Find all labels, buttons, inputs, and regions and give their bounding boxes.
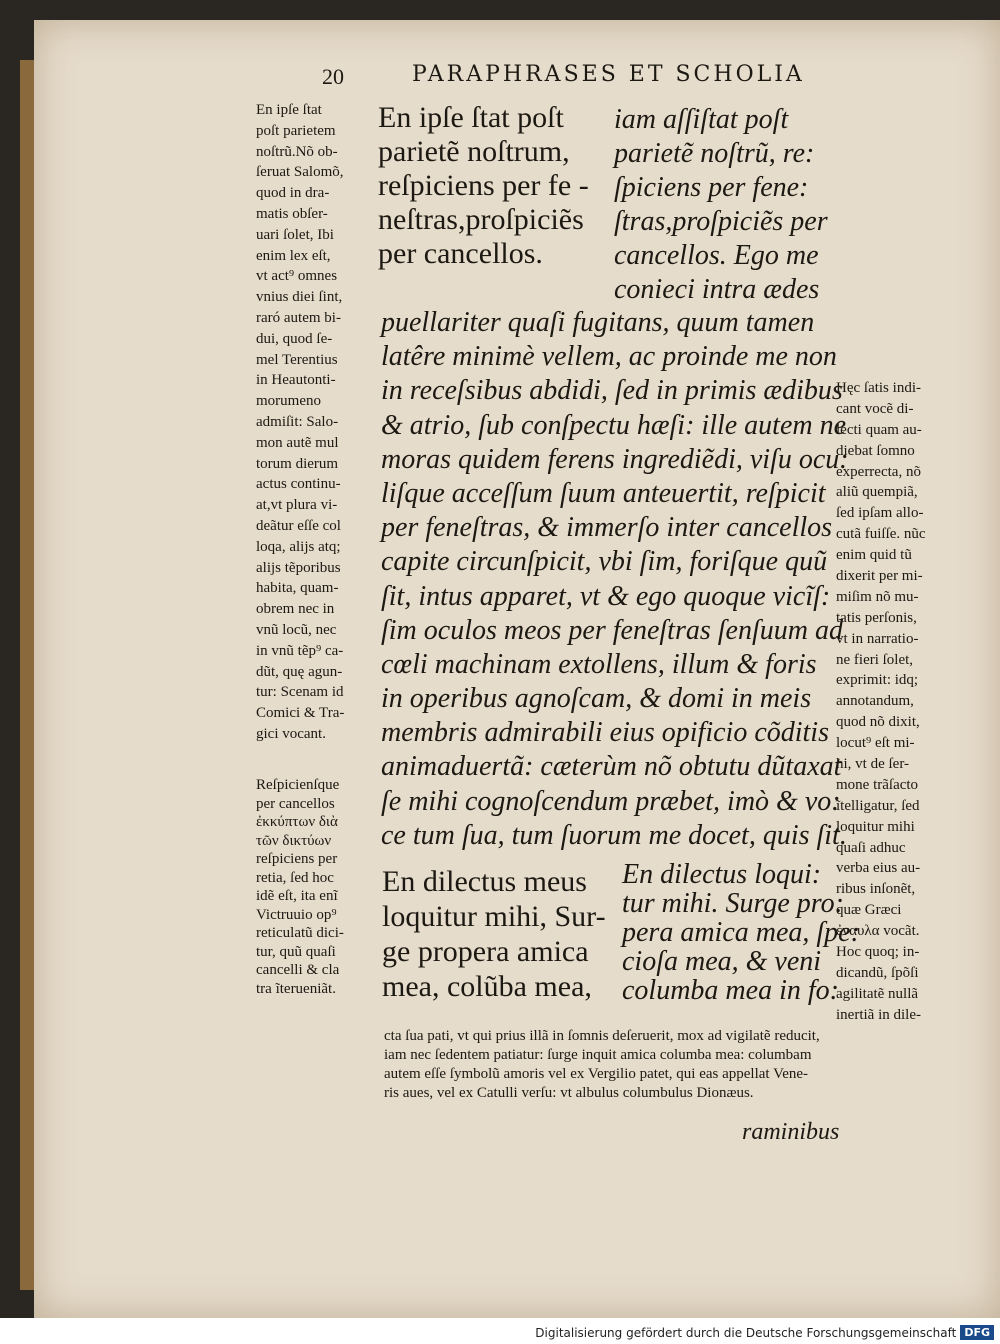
footer-text: Digitalisierung gefördert durch die Deutsche Forschungsgemeinschaft [535,1325,957,1340]
gloss-line: En ipſe ſtat [256,102,322,118]
gloss-line: Hęc ſatis indi- [836,380,921,396]
gloss-line: hi, vt de ſer- [836,756,910,773]
footer [535,1325,994,1340]
gloss-line: admiſit: Salo- [256,413,339,430]
gloss-line: mel Terentius [256,351,338,368]
paraphrase-line: & atrio, ſub conſpectu hæſi: ille autem ne [381,409,847,441]
gloss-line: experrecta, nõ [836,463,921,480]
paraphrase-line: ce tum ſua, tum ſuorum me docet, quis ſit. [381,819,847,851]
gloss-line: aliũ quempiã, [836,484,918,501]
note-line: iam nec ſedentem patiatur: ſurge inquit amica columba mea: columbam [384,1047,812,1063]
gloss-line: noſtrũ.Nõ ob- [256,143,338,160]
gloss-line: cancelli & cla [256,962,340,978]
paraphrase-block-1 [614,103,828,307]
gloss-line: quod nõ dixit, [836,714,920,731]
gloss-line: enim lex eſt, [256,247,331,264]
paraphrase-line: tur mihi. Surge pro: [622,888,844,919]
paraphrase-line: ſpiciens per fene: [614,172,809,203]
gloss-line: dicandũ, ſpõſi [836,964,919,981]
gloss-line: reſpiciens per [256,851,338,867]
paraphrase-line: in operibus agnoſcam, & domi in meis [381,683,812,715]
gloss-line: torum dierum [256,455,339,472]
biblical-text-block-1 [378,100,589,270]
text-line: reſpiciens per fe - [378,169,589,202]
paraphrase-line: per feneſtras, & immerſo inter cancellos [381,512,833,544]
gloss-line: Hoc quoq; in- [836,944,920,961]
gloss-line: ribus inſonẽt, [836,881,916,898]
paraphrase-line: membris admirabili eius opificio cõditis [381,717,829,749]
gloss-line: quæ Græci [836,902,902,919]
gloss-line: vt in narratio- [836,630,919,647]
gloss-line: reticulatũ dici- [256,925,344,941]
paraphrase-line: animaduertã: cæterùm nõ obtutu dũtaxat [381,751,842,783]
gloss-line: Comici & Tra- [256,705,345,722]
running-title: PARAPHRASES ET SCHOLIA [412,62,805,87]
paraphrase-line: cœli machinam extollens, illum & foris [381,648,817,680]
gloss-line: ſed ipſam allo- [836,505,924,522]
gloss-line: quaſi adhuc [836,839,906,856]
gloss-line: miſim nõ mu- [836,588,919,605]
gloss-line: mon autẽ mul [256,434,339,451]
text-line: neſtras,proſpiciẽs [378,203,584,236]
paraphrase-line: cioſa mea, & veni [622,946,822,977]
gloss-line: lecti quam au- [836,421,922,438]
paraphrase-line: parietẽ noſtrũ, re: [614,138,815,169]
gloss-line: ἐκκύπτων διὰ [256,814,338,830]
gloss-line: ne fieri ſolet, [836,651,914,668]
gloss-line: tur: Scenam id [256,684,344,701]
gloss-line: quod in dra- [256,185,330,202]
gloss-line: ἐναυλα vocãt. [836,923,920,940]
left-gloss-block-2 [256,776,344,998]
gloss-line: τῶν δικτύων [256,832,332,849]
gloss-line: verba eius au- [836,860,921,877]
gloss-line: vnius diei ſint, [256,289,343,306]
page-number: 20 [322,64,344,89]
gloss-line: agilitatẽ nullã [836,985,919,1002]
paraphrase-line: pera amica mea, ſpe: [622,917,860,948]
gloss-line: at,vt plura vi- [256,497,338,514]
gloss-line: dũt, quę agun- [256,663,343,680]
gloss-line: cutã fuiſſe. nũc [836,526,926,543]
gloss-line: inertiã in dile- [836,1006,921,1023]
paraphrase-line: ſim oculos meos per feneſtras ſenſuum ad [381,614,843,646]
catchword: raminibus [742,1119,840,1145]
paraphrase-line: liſque acceſſum ſuum anteuertit, reſpicit [381,477,826,509]
gloss-line: in vnũ tẽp⁹ ca- [256,642,344,659]
bottom-note [384,1027,820,1103]
gloss-line: ſeruat Salomõ, [256,164,344,181]
paraphrase-line: columba mea in fo: [622,975,839,1006]
gloss-line: obrem nec in [256,601,335,618]
gloss-line: locut⁹ eſt mi- [836,735,915,752]
gloss-line: uari ſolet, Ibi [256,226,334,243]
gloss-line: habita, quam- [256,580,339,597]
gloss-line: diebat ſomno [836,442,915,459]
gloss-line: matis obſer- [256,205,328,222]
gloss-line: alijs tẽporibus [256,559,341,576]
paraphrase-line: moras quidem ferens ingrediẽdi, viſu ocu: [381,443,849,475]
left-gloss-block-1 [256,101,344,746]
gloss-line: loquitur mihi [836,818,915,835]
note-line: cta ſua pati, vt qui prius illã in ſomnis deſeruerit, mox ad vigilatẽ reducit, [384,1028,820,1044]
gloss-line: enim quid tũ [836,547,912,564]
gloss-line: Reſpicienſque [256,777,340,793]
paraphrase-line: latêre minimè vellem, ac proinde me non [381,341,837,373]
text-line: En dilectus meus [382,865,587,898]
gloss-line: loqa, alijs atq; [256,538,341,555]
paraphrase-block-2 [622,858,860,1006]
dfg-logo: DFG [960,1325,994,1340]
gloss-line: deãtur eſſe col [256,517,341,534]
gloss-line: vt act⁹ omnes [256,268,338,285]
paraphrase-line: capite circunſpicit, vbi ſim, foriſque quũ [381,546,828,578]
gloss-line: morumeno [256,393,321,410]
gloss-line: Victruuio op⁹ [256,906,337,923]
text-line: per cancellos. [378,237,543,270]
gloss-line: dixerit per mi- [836,568,923,585]
gloss-line: vnũ locũ, nec [256,621,337,638]
gloss-line: in Heautonti- [256,372,336,389]
paraphrase-line: En dilectus loqui: [622,859,822,890]
note-line: ris aues, vel ex Catulli verſu: vt albulus columbulus Dionæus. [384,1085,754,1101]
paraphrase-line: iam aſſiſtat poſt [614,104,789,135]
paraphrase-line: in receſsibus abdidi, ſed in primis ædibus [381,375,843,407]
gloss-line: idẽ eſt, ita enĩ [256,888,338,904]
paraphrase-line: conieci intra ædes [614,274,820,305]
note-line: autem eſſe ſymbolũ amoris vel ex Vergilio patet, qui eas appellat Vene- [384,1066,809,1082]
page-edge [20,60,34,1290]
paraphrase-line: puellariter quaſi fugitans, quum tamen [381,307,815,338]
gloss-line: annotandum, [836,693,914,710]
paraphrase-line: ſtras,proſpiciẽs per [614,206,828,237]
paraphrase-line: ſe mihi cognoſcendum præbet, imò & vo: [381,785,841,817]
gloss-line: mone trãſacto [836,776,919,793]
gloss-line: ĩtelligatur, ſed [836,797,920,814]
gloss-line: cant vocẽ di- [836,400,914,417]
biblical-text-block-2 [382,864,606,1004]
text-line: ge propera amica [382,935,589,968]
paraphrase-main [381,306,849,853]
gloss-line: tatis perſonis, [836,609,917,626]
gloss-line: actus continu- [256,476,341,493]
gloss-line: per cancellos [256,795,335,812]
paraphrase-line: cancellos. Ego me [614,240,819,271]
text-line: En ipſe ſtat poſt [378,101,564,134]
gloss-line: exprimit: idq; [836,672,919,689]
gloss-line: dui, quod ſe- [256,330,333,347]
text-line: mea, colũba mea, [382,970,592,1003]
paraphrase-line: ſit, intus apparet, vt & ego quoque vicĩſ: [381,580,831,612]
gloss-line: poſt parietem [256,122,336,139]
text-line: loquitur mihi, Sur- [382,900,606,933]
text-line: parietẽ noſtrum, [378,135,570,168]
gloss-line: tra ĩterueniãt. [256,980,336,997]
gloss-line: raró autem bi- [256,309,341,326]
gloss-line: gici vocant. [256,725,326,742]
gloss-line: retia, ſed hoc [256,869,334,886]
gloss-line: tur, quũ quaſi [256,943,336,960]
